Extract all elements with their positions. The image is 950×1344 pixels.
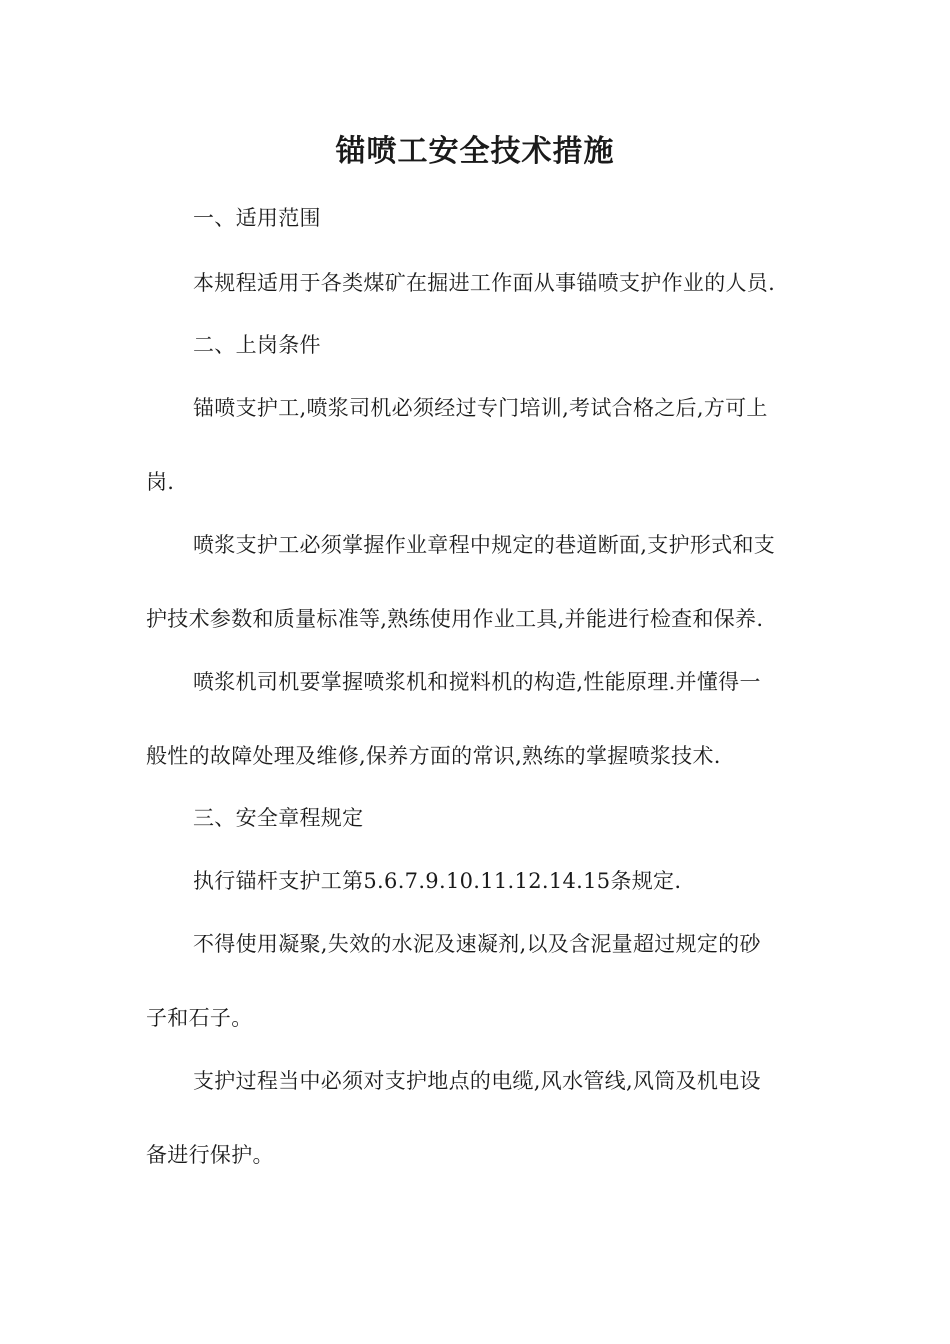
paragraph-line: 锚喷支护工,喷浆司机必须经过专门培训,考试合格之后,方可上 bbox=[193, 396, 768, 420]
document-title: 锚喷工安全技术措施 bbox=[335, 134, 615, 169]
paragraph-line: 本规程适用于各类煤矿在掘进工作面从事锚喷支护作业的人员. bbox=[193, 271, 776, 295]
paragraph-line: 喷浆支护工必须掌握作业章程中规定的巷道断面,支护形式和支 bbox=[193, 533, 776, 557]
paragraph-line: 备进行保护。 bbox=[146, 1143, 274, 1167]
paragraph-line: 般性的故障处理及维修,保养方面的常识,熟练的掌握喷浆技术. bbox=[146, 744, 721, 768]
paragraph-line: 护技术参数和质量标准等,熟练使用作业工具,并能进行检查和保养. bbox=[146, 607, 764, 631]
paragraph-line: 支护过程当中必须对支护地点的电缆,风水管线,风筒及机电设 bbox=[193, 1069, 761, 1093]
paragraph-line: 岗. bbox=[146, 470, 175, 494]
section-heading-scope: 一、适用范围 bbox=[193, 206, 321, 230]
paragraph-line: 喷浆机司机要掌握喷浆机和搅料机的构造,性能原理.并懂得一 bbox=[193, 670, 761, 694]
paragraph-line: 执行锚杆支护工第5.6.7.9.10.11.12.14.15条规定. bbox=[193, 869, 682, 893]
paragraph-line: 不得使用凝聚,失效的水泥及速凝剂,以及含泥量超过规定的砂 bbox=[193, 932, 761, 956]
paragraph-line: 子和石子。 bbox=[146, 1006, 253, 1030]
section-heading-conditions: 二、上岗条件 bbox=[193, 333, 321, 357]
section-heading-rules: 三、安全章程规定 bbox=[193, 806, 364, 830]
